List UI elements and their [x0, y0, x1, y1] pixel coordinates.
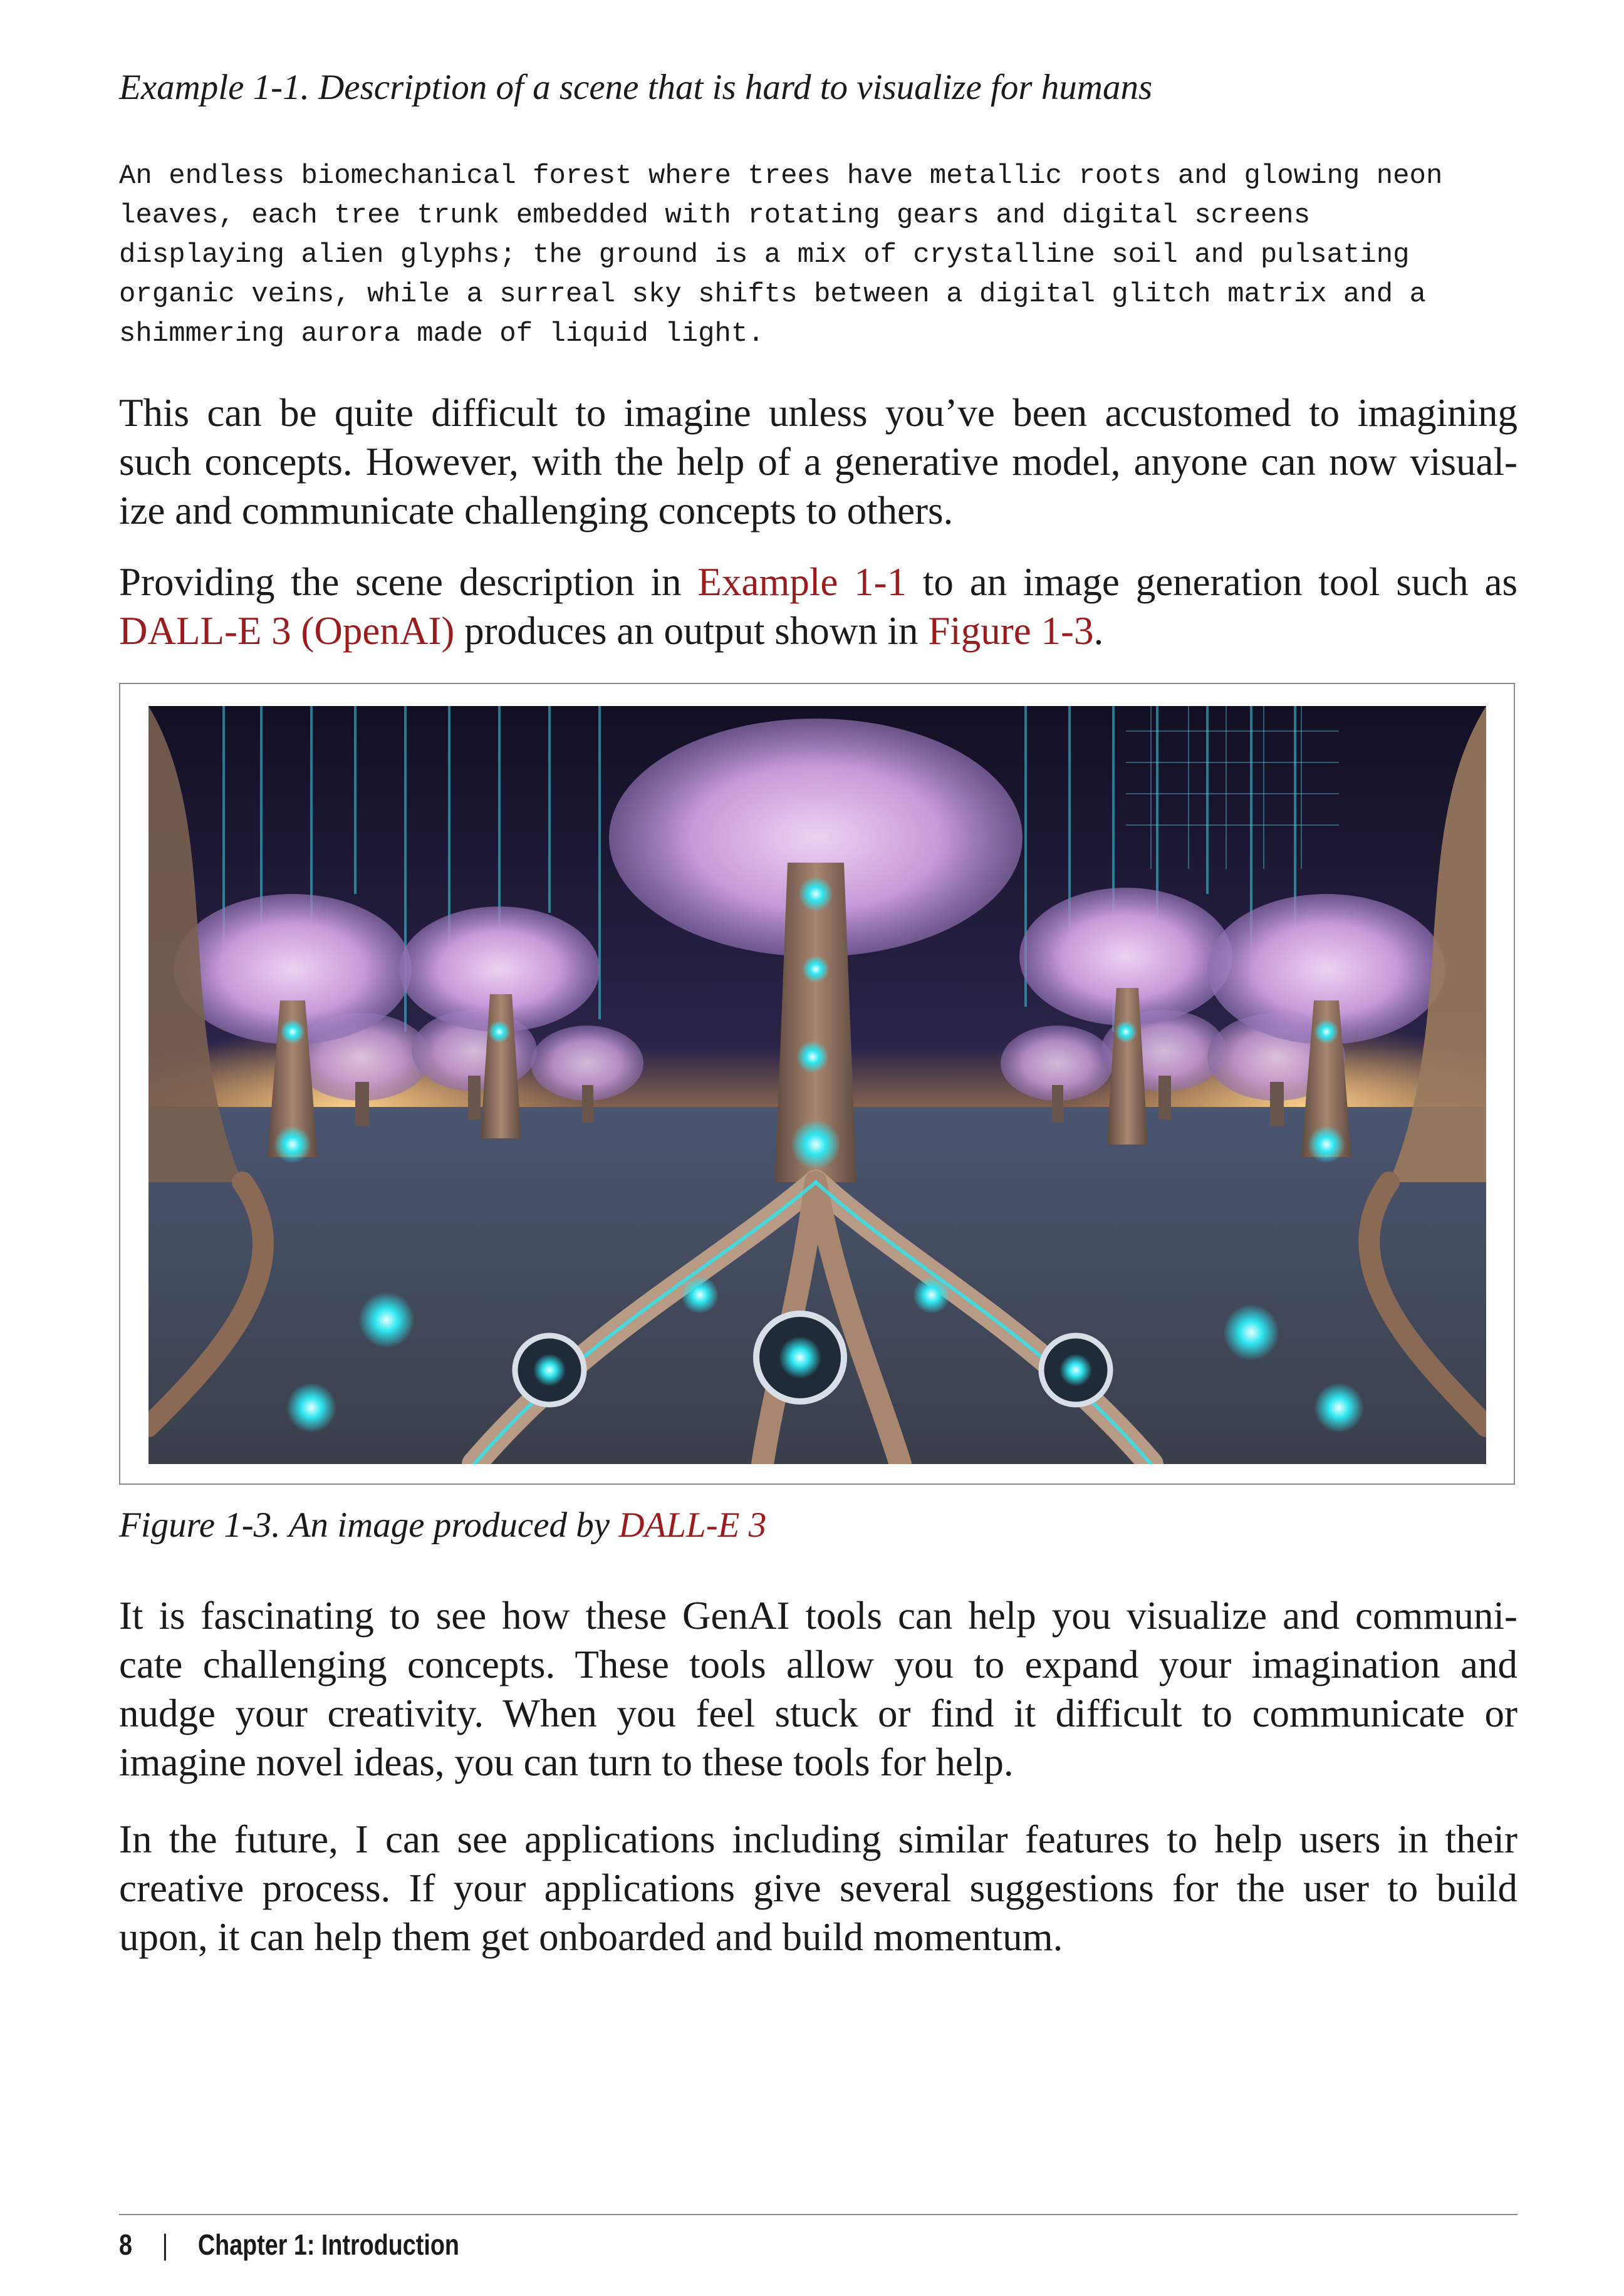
code-line: shimmering aurora made of liquid light.: [119, 318, 764, 350]
page-footer: [119, 2226, 459, 2263]
text-line: In the future, I can see applications including similar features to help users in their: [119, 1817, 1517, 1861]
paragraph-1: [119, 388, 1517, 535]
code-line: displaying alien glyphs; the ground is a mix of crystalline soil and pulsating: [119, 239, 1410, 271]
figure-caption-text: Figure 1-3. An image produced by: [119, 1505, 619, 1545]
dalle-generated-forest-image: [148, 706, 1486, 1464]
text-run: Providing the scene description in: [119, 560, 698, 604]
text-line: ize and communicate challenging concepts to others.: [119, 489, 954, 532]
figure-caption: [119, 1504, 766, 1547]
book-page: [119, 0, 1517, 2296]
text-line: cate challenging concepts. These tools allow you to expand your imagination and: [119, 1643, 1517, 1686]
code-line: organic veins, while a surreal sky shifts between a digital glitch matrix and a: [119, 279, 1426, 310]
dalle-3-openai-link[interactable]: DALL-E 3 (OpenAI): [119, 609, 455, 653]
paragraph-4: [119, 1815, 1517, 1961]
text-line: [119, 606, 1517, 655]
footer-rule: [119, 2214, 1517, 2215]
code-block: [119, 157, 1517, 354]
text-line: upon, it can help them get onboarded and build momentum.: [119, 1915, 1063, 1959]
text-line: nudge your creativity. When you feel stuck or find it difficult to communicate or: [119, 1691, 1517, 1735]
paragraph-2: [119, 558, 1517, 655]
dalle-3-link[interactable]: DALL-E 3: [618, 1505, 767, 1545]
text-line: It is fascinating to see how these GenAI tools can help you visualize and communi-: [119, 1594, 1517, 1638]
figure-1-3-link[interactable]: Figure 1-3: [928, 609, 1094, 653]
text-line: imagine novel ideas, you can turn to these tools for help.: [119, 1740, 1014, 1784]
text-run: .: [1093, 609, 1104, 653]
footer-separator: |: [162, 2228, 169, 2261]
code-line: An endless biomechanical forest where trees have metallic roots and glowing neon: [119, 160, 1443, 192]
example-1-1-link[interactable]: Example 1-1: [697, 560, 907, 604]
page-number: 8: [119, 2228, 132, 2261]
text-line: creative process. If your applications give several suggestions for the user to build: [119, 1866, 1517, 1910]
text-line: This can be quite difficult to imagine unless you’ve been accustomed to imagining: [119, 391, 1517, 435]
text-run: to an image generation tool such as: [907, 560, 1517, 604]
code-line: leaves, each tree trunk embedded with rotating gears and digital screens: [119, 200, 1311, 231]
chapter-title: Chapter 1: Introduction: [197, 2228, 459, 2261]
example-caption: Example 1-1. Description of a scene that is hard to visualize for humans: [119, 68, 1153, 107]
text-run: produces an output shown in: [454, 609, 929, 653]
paragraph-3: [119, 1591, 1517, 1787]
text-line: [119, 558, 1517, 606]
text-line: such concepts. However, with the help of a generative model, anyone can now visual-: [119, 440, 1517, 484]
figure-frame: [119, 683, 1515, 1485]
